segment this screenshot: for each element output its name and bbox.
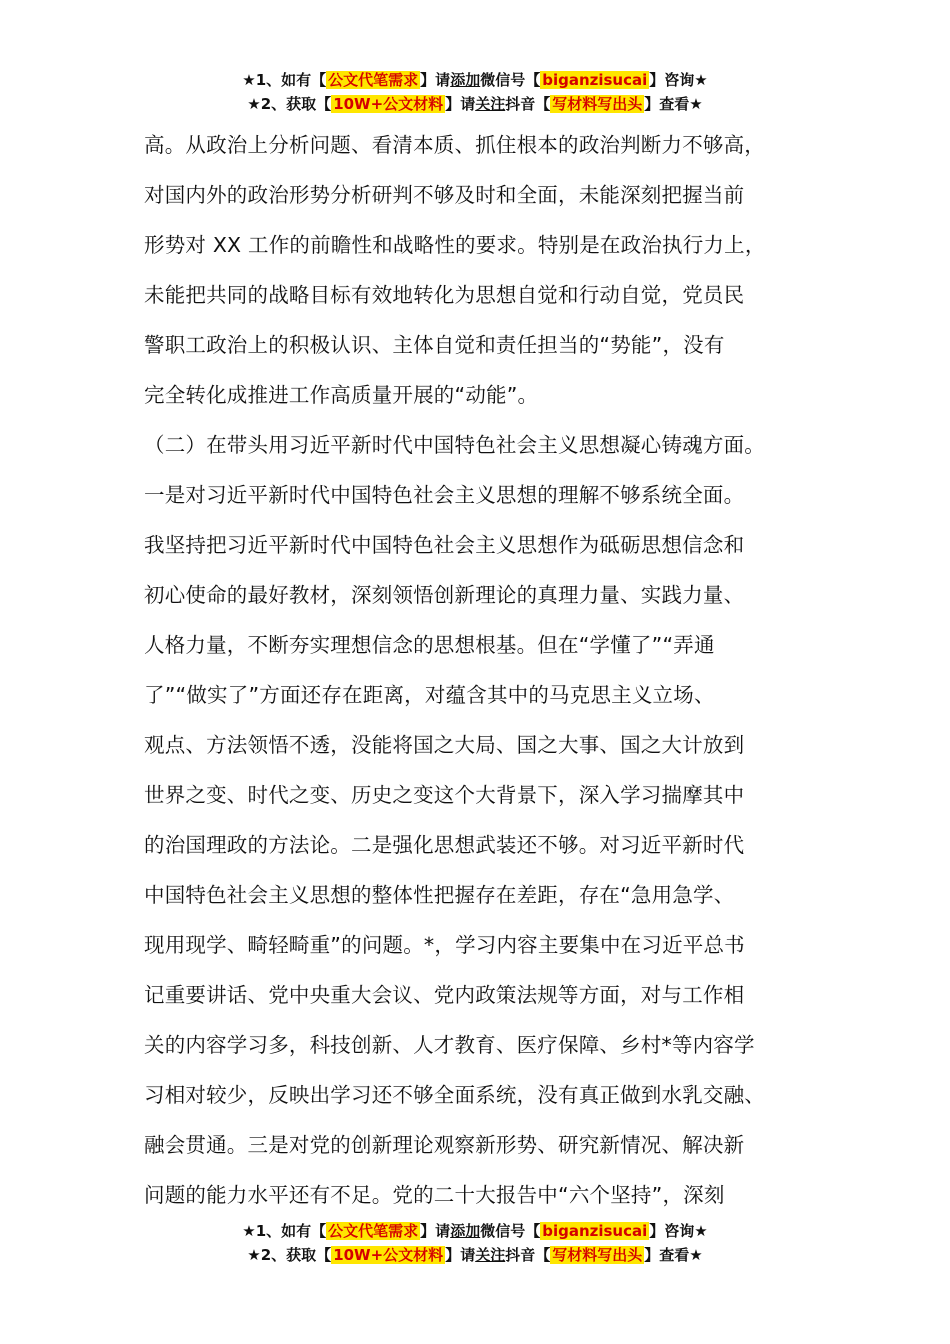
ad-line-2 — [0, 92, 950, 116]
body-line: 的治国理政的方法论。二是强化思想武装还不够。对习近平新时代 — [144, 833, 745, 857]
ad-highlight: 10W+公文材料 — [333, 95, 444, 113]
ad-line-1 — [0, 1219, 950, 1243]
ad-underlined-text: 添加 — [450, 1222, 481, 1240]
ad-highlight-douyin-id: 写材料写出头 — [552, 1246, 643, 1264]
ad-line-2 — [0, 1243, 950, 1267]
body-line: 高。从政治上分析问题、看清本质、抓住根本的政治判断力不够高， — [144, 133, 765, 157]
body-line: 完全转化成推进工作高质量开展的“动能”。 — [144, 383, 539, 407]
ad-text: 抖音【 — [505, 1246, 551, 1264]
ad-highlight-douyin-id: 写材料写出头 — [552, 95, 643, 113]
ad-underlined-text: 关注 — [475, 1246, 506, 1264]
ad-text: ★1、如有【 — [242, 71, 327, 89]
ad-text: 】查看★ — [644, 95, 703, 113]
body-line: 习相对较少，反映出学习还不够全面系统，没有真正做到水乳交融、 — [144, 1083, 765, 1107]
body-line: 问题的能力水平还有不足。党的二十大报告中“六个坚持”，深刻 — [144, 1183, 725, 1207]
ad-highlight-wechat-id: biganzisucai — [542, 71, 648, 89]
ad-line-1 — [0, 68, 950, 92]
ad-text: 】请 — [420, 71, 451, 89]
body-line: 现用现学、畸轻畸重”的问题。*，学习内容主要集中在习近平总书 — [144, 933, 745, 957]
body-line: 未能把共同的战略目标有效地转化为思想自觉和行动自觉，党员民 — [144, 283, 745, 307]
body-line: 我坚持把习近平新时代中国特色社会主义思想作为砥砺思想信念和 — [144, 533, 745, 557]
body-line: 观点、方法领悟不透，没能将国之大局、国之大事、国之大计放到 — [144, 733, 745, 757]
ad-text: 】请 — [420, 1222, 451, 1240]
body-line: 形势对 XX 工作的前瞻性和战略性的要求。特别是在政治执行力上， — [144, 233, 766, 257]
ad-text: 抖音【 — [505, 95, 551, 113]
ad-text: 微信号【 — [480, 71, 541, 89]
body-line: 世界之变、时代之变、历史之变这个大背景下，深入学习揣摩其中 — [144, 783, 745, 807]
ad-highlight: 10W+公文材料 — [333, 1246, 444, 1264]
body-line: 了”“做实了”方面还存在距离，对蕴含其中的马克思主义立场、 — [144, 683, 715, 707]
body-line: 中国特色社会主义思想的整体性把握存在差距，存在“急用急学、 — [144, 883, 735, 907]
ad-text: 】请 — [445, 1246, 476, 1264]
document-body — [144, 120, 834, 1220]
ad-text: ★2、获取【 — [247, 95, 332, 113]
ad-text: 】咨询★ — [649, 71, 708, 89]
body-line: 关的内容学习多，科技创新、人才教育、医疗保障、乡村*等内容学 — [144, 1033, 755, 1057]
footer-ad-banner — [0, 1219, 950, 1267]
ad-highlight: 公文代笔需求 — [328, 1222, 419, 1240]
ad-highlight: 公文代笔需求 — [328, 71, 419, 89]
body-line: 人格力量，不断夯实理想信念的思想根基。但在“学懂了”“弄通 — [144, 633, 715, 657]
body-line: 初心使命的最好教材，深刻领悟创新理论的真理力量、实践力量、 — [144, 583, 745, 607]
ad-text: 】请 — [445, 95, 476, 113]
header-ad-banner — [0, 68, 950, 116]
body-line: 对国内外的政治形势分析研判不够及时和全面，未能深刻把握当前 — [144, 183, 745, 207]
section-heading: （二）在带头用习近平新时代中国特色社会主义思想凝心铸魂方面。 — [144, 433, 765, 457]
body-line: 一是对习近平新时代中国特色社会主义思想的理解不够系统全面。 — [144, 483, 745, 507]
ad-text: 微信号【 — [480, 1222, 541, 1240]
body-line: 记重要讲话、党中央重大会议、党内政策法规等方面，对与工作相 — [144, 983, 745, 1007]
ad-text: 】咨询★ — [649, 1222, 708, 1240]
ad-text: ★1、如有【 — [242, 1222, 327, 1240]
ad-text: ★2、获取【 — [247, 1246, 332, 1264]
body-line: 融会贯通。三是对党的创新理论观察新形势、研究新情况、解决新 — [144, 1133, 745, 1157]
ad-underlined-text: 关注 — [475, 95, 506, 113]
ad-underlined-text: 添加 — [450, 71, 481, 89]
body-line: 警职工政治上的积极认识、主体自觉和责任担当的“势能”，没有 — [144, 333, 725, 357]
ad-text: 】查看★ — [644, 1246, 703, 1264]
ad-highlight-wechat-id: biganzisucai — [542, 1222, 648, 1240]
